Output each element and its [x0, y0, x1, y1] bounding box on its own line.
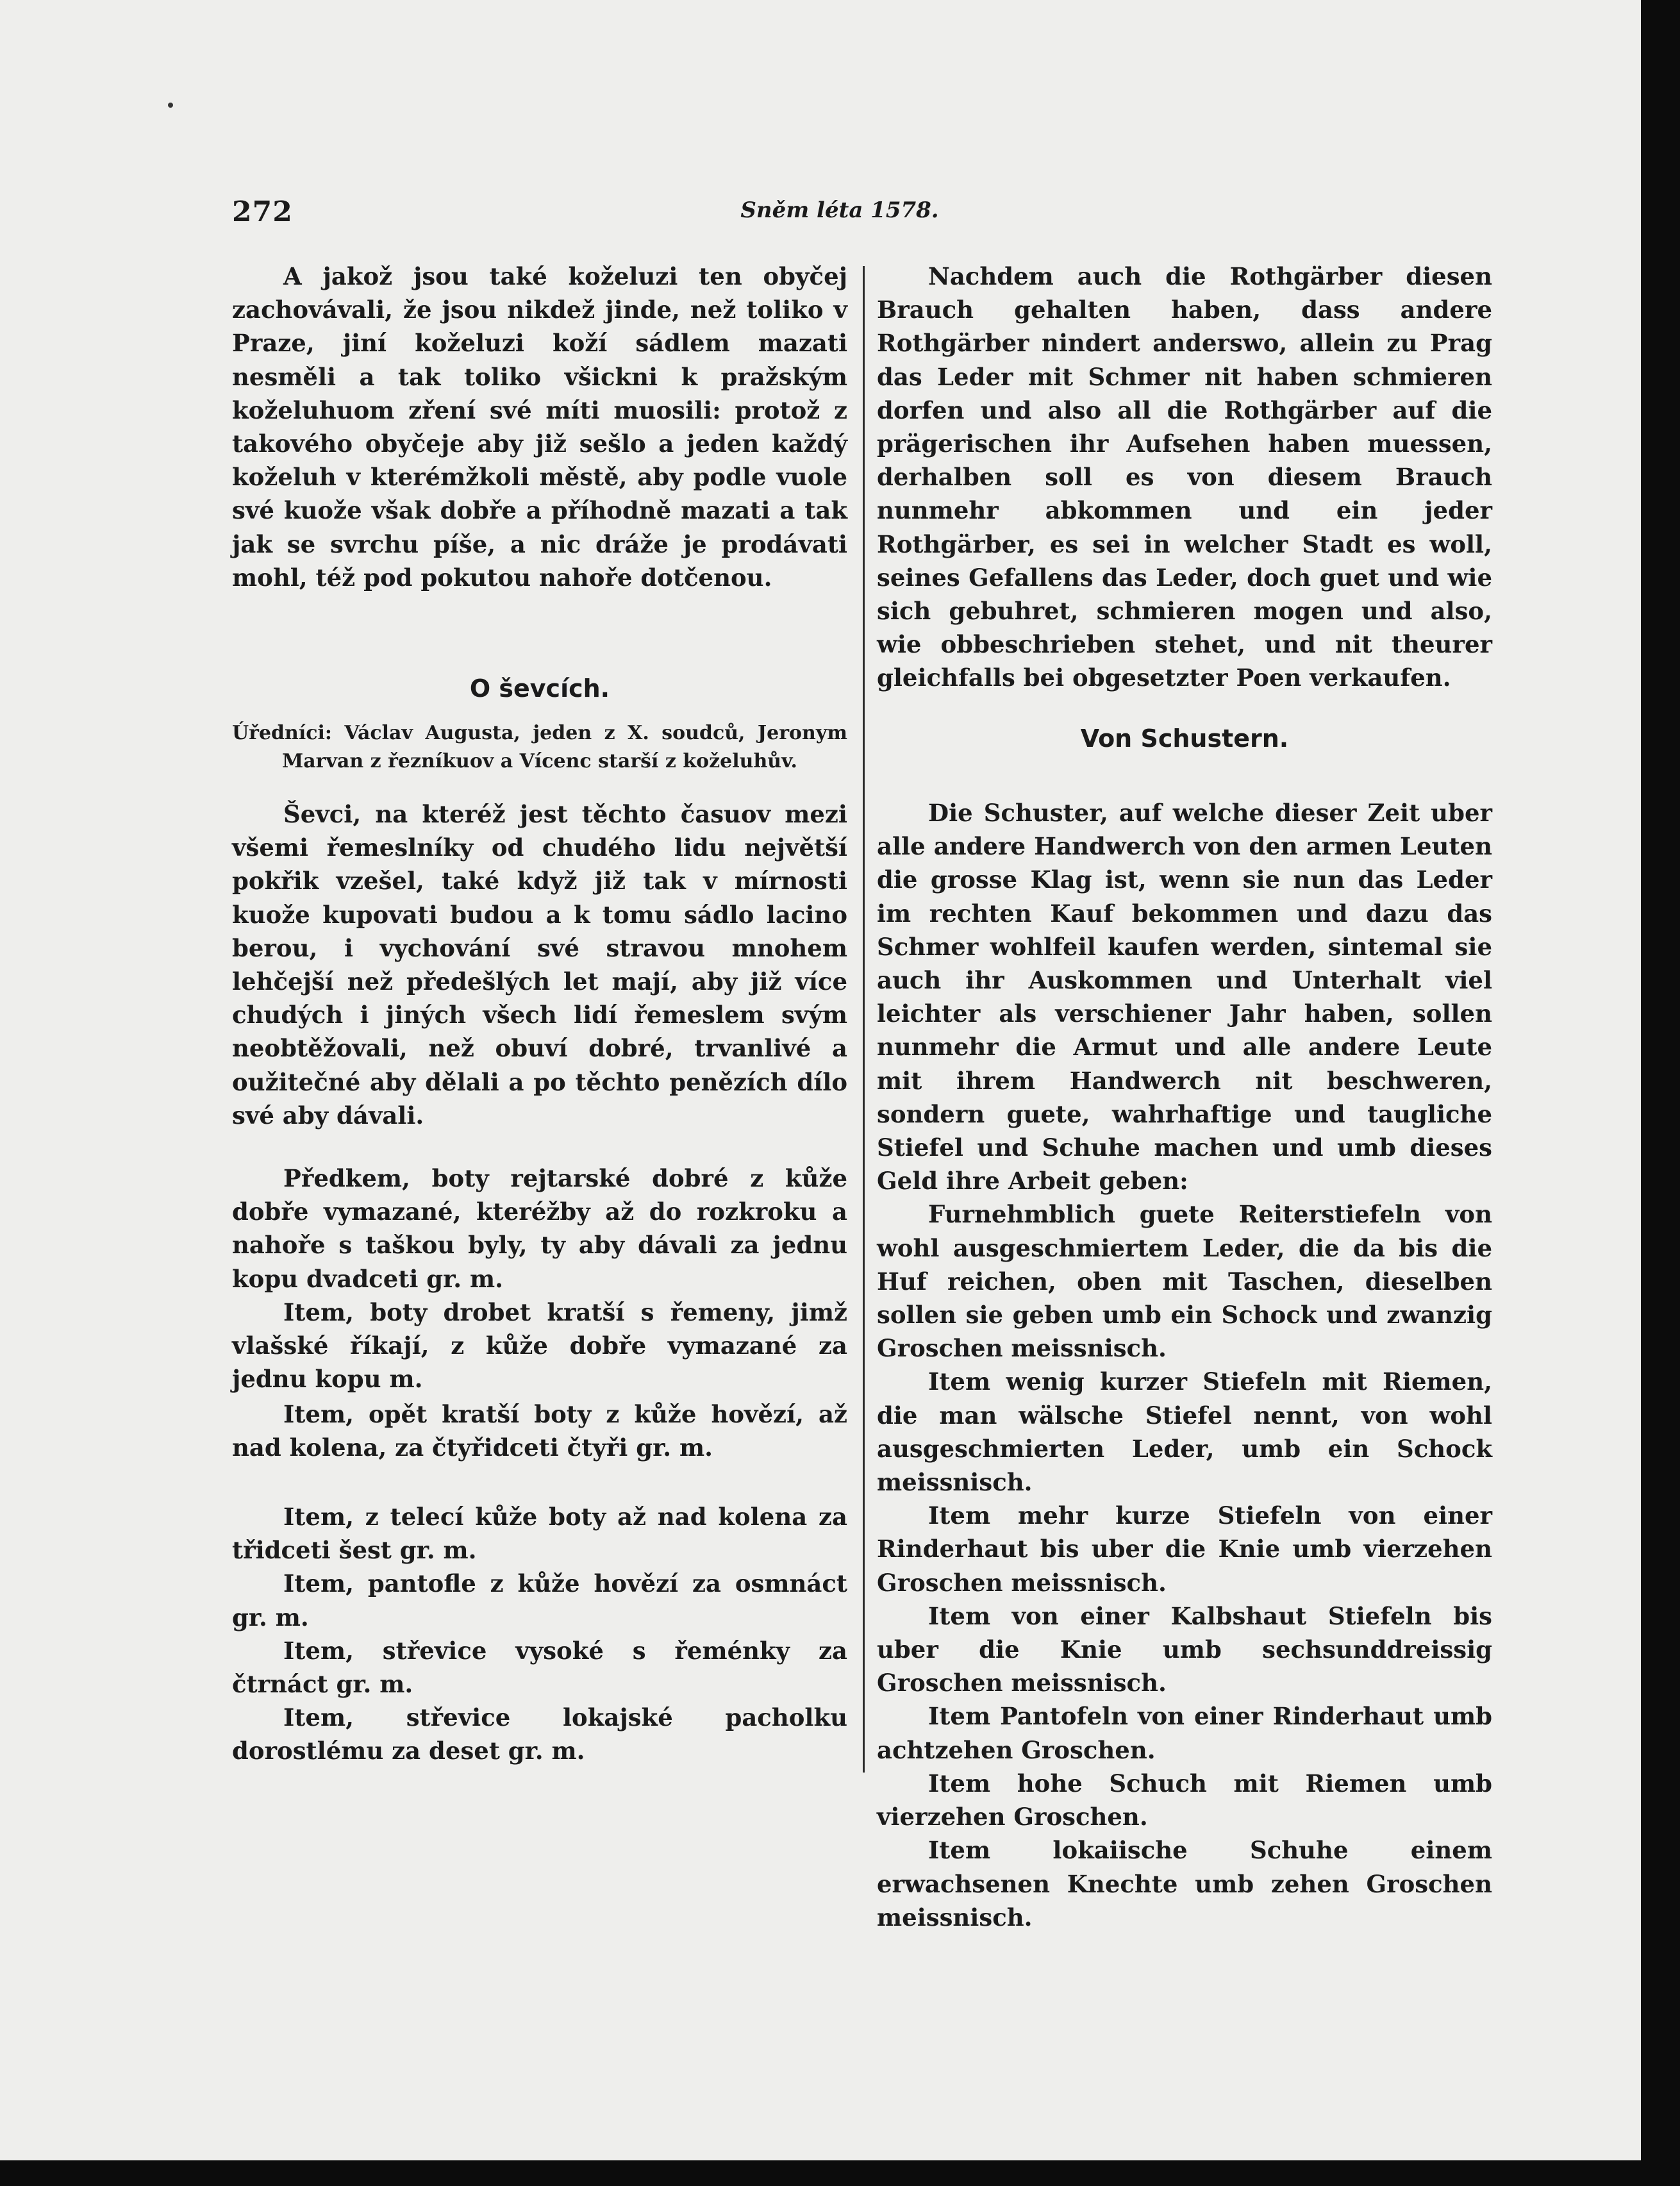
shoemakers-intro-cz: Ševci, na kteréž jest těchto časuov mezi všemi řemeslníky od chudého lidu největší pokřik vzešel, také když již tak v mírnosti kuože kupovati budou a k tomu sádlo lacino berou, i vychování své stravou mnohem lehčejší než předešlých let mají, aby již více chudých i jiných všech lidí řemeslem svým neobtěžovali, než obuví dobré, trvanlivé a oužitečné aby dělali a po těchto penězích dílo své aby dávali. [232, 800, 847, 1130]
scan-border-bottom [0, 2160, 1680, 2186]
price-item-de: Item wenig kurzer Stiefeln mit Riemen, die man wälsche Stiefel nennt, von wohl ausgeschmierten Leder, umb ein Schock meissnisch. [877, 1367, 1492, 1497]
price-item-de: Item hohe Schuch mit Riemen umb vierzehen Groschen. [877, 1769, 1492, 1831]
price-item-cz: Item, střevice lokajské pacholku dorostlému za deset gr. m. [232, 1703, 847, 1765]
price-item-de: Item von einer Kalbshaut Stiefeln bis uber die Knie umb sechsunddreissig Groschen meissnisch. [877, 1601, 1492, 1698]
price-item-de: Item Pantofeln von einer Rinderhaut umb achtzehen Groschen. [877, 1702, 1492, 1764]
right-intro-paragraph: Nachdem auch die Rothgärber diesen Brauch gehalten haben, dass andere Rothgärber nindert anderswo, allein zu Prag das Leder mit Schmer nit haben schmieren dorfen und also all die Rothgärber auf die prägerischen ihr Aufsehen haben muessen, derhalben soll es von diesem Brauch nunmehr abkommen und ein jeder Rothgärber, es sei in welcher Stadt es woll, seines Gefallens das Leder, doch guet und wie sich gebuhret, schmieren mogen und also, wie obbeschrieben stehet, und nit theurer gleichfalls bei obgesetzter Poen verkaufen. [877, 262, 1492, 692]
right-section-title: Von Schustern. [1080, 724, 1289, 753]
left-section-title: O ševcích. [469, 674, 610, 703]
column-divider [863, 266, 865, 1773]
price-item-de: Item lokaiische Schuhe einem erwachsenen Knechte umb zehen Groschen meissnisch. [877, 1836, 1492, 1932]
price-item-de: Item mehr kurze Stiefeln von einer Rinderhaut bis uber die Knie umb vierzehen Groschen meissnisch. [877, 1501, 1492, 1597]
left-prices-c [232, 1500, 847, 1768]
left-intro [232, 260, 847, 594]
shoemakers-intro-de: Die Schuster, auf welche dieser Zeit uber alle andere Handwerch von den armen Leuten die grosse Klag ist, wenn sie nun das Leder im rechten Kauf bekommen und dazu das Schmer wohlfeil kaufen werden, sintemal sie auch ihr Auskommen und Unterhalt viel leichter als verschiener Jahr haben, sollen nunmehr die Armut und alle andere Leute mit ihrem Handwerch nit beschweren, sondern guete, wahrhaftige und taugliche Stiefel und Schuhe machen und umb dieses Geld ihre Arbeit geben: [877, 799, 1492, 1196]
left-paragraph-1 [232, 797, 847, 1132]
left-intro-paragraph: A jakož jsou také koželuzi ten obyčej zachovávali, že jsou nikdež jinde, než toliko v Praze, jiní koželuzi koží sádlem mazati nesměli a tak toliko všickni k pražským koželuhuom zření své míti muosili: protož z takového obyčeje aby již sešlo a jeden každý koželuh v kterémžkoli městě, aby podle vuole své kuože však dobře a příhodně mazati a tak jak se svrchu píše, a nic dráže je prodávati mohl, též pod pokutou nahoře dotčenou. [232, 262, 847, 592]
right-intro [877, 260, 1492, 695]
left-prices-a [232, 1162, 847, 1396]
left-prices-b [232, 1398, 847, 1464]
price-item-cz: Item, pantofle z kůže hovězí za osmnáct gr. m. [232, 1569, 847, 1631]
price-item-cz: Item, z telecí kůže boty až nad kolena za třidceti šest gr. m. [232, 1503, 847, 1565]
section-officials: Úředníci: Václav Augusta, jeden z X. soudců, Jeronym Marvan z řezníkuov a Vícenc starší z koželuhův. [232, 722, 847, 772]
scan-speck [168, 103, 173, 108]
right-body [877, 796, 1492, 1934]
price-item-cz: Předkem, boty rejtarské dobré z kůže dobře vymazané, kteréžby až do rozkroku a nahoře s taškou byly, ty aby dávali za jednu kopu dvadceti gr. m. [232, 1164, 847, 1293]
price-item-cz: Item, boty drobet kratší s řemeny, jimž vlašské říkají, z kůže dobře vymazané za jednu kopu m. [232, 1297, 847, 1394]
scan-border-right [1641, 0, 1680, 2186]
page-number: 272 [232, 196, 293, 228]
price-item-cz: Item, opět kratší boty z kůže hovězí, až nad kolena, za čtyřidceti čtyři gr. m. [232, 1400, 847, 1462]
price-item-cz: Item, střevice vysoké s řeménky za čtrnáct gr. m. [232, 1636, 847, 1699]
price-item-de: Furnehmblich guete Reiterstiefeln von wohl ausgeschmiertem Leder, die da bis die Huf reichen, oben mit Taschen, dieselben sollen sie geben umb ein Schock und zwanzig Groschen meissnisch. [877, 1200, 1492, 1363]
running-head: Sněm léta 1578. [740, 197, 939, 223]
